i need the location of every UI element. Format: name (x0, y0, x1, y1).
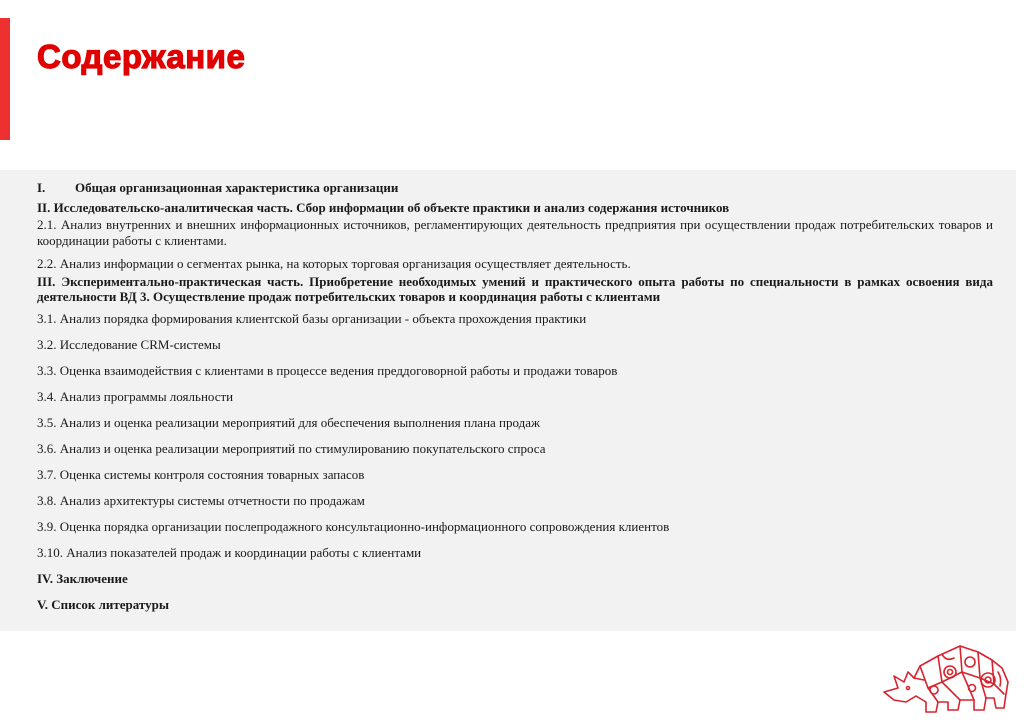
toc-item-section-1 (37, 180, 993, 195)
toc-item-3-9: 3.9. Оценка порядка организации послепродажного консультационно-информационного сопровождения клиентов (37, 519, 670, 534)
toc-item-3-7: 3.7. Оценка системы контроля состояния товарных запасов (37, 467, 365, 482)
rhino-logo-icon (880, 632, 1020, 717)
toc-item-section-5: V. Список литературы (37, 597, 170, 612)
toc-item-2-1: 2.1. Анализ внутренних и внешних информационных источников, регламентирующих деятельность предприятия при осуществлении продаж потребительских товаров и координации работы с клиентами. (37, 217, 993, 248)
toc-item-section-2: II. Исследовательско-аналитическая часть. Сбор информации об объекте практики и анализ содержания источников (37, 200, 730, 215)
toc-item-3-8: 3.8. Анализ архитектуры системы отчетности по продажам (37, 493, 365, 508)
slide-title: Содержание (37, 38, 246, 75)
toc-item-text: Общая организационная характеристика организации (75, 180, 399, 195)
toc-item-section-3: III. Экспериментально-практическая часть. Приобретение необходимых умений и практического опыта работы по специальности в рамках освоения вида деятельности ВД 3. Осуществление продаж потребительских товаров и координация работы с клиентами (37, 274, 993, 304)
toc-item-3-1: 3.1. Анализ порядка формирования клиентской базы организации - объекта прохождения практики (37, 311, 587, 326)
toc-item-number: I. (37, 180, 46, 195)
toc-item-3-6: 3.6. Анализ и оценка реализации мероприятий по стимулированию покупательского спроса (37, 441, 546, 456)
toc-item-3-10: 3.10. Анализ показателей продаж и координации работы с клиентами (37, 545, 422, 560)
accent-bar (0, 18, 10, 140)
toc-item-section-4: IV. Заключение (37, 571, 128, 586)
toc-item-3-4: 3.4. Анализ программы лояльности (37, 389, 234, 404)
table-of-contents (37, 180, 993, 612)
toc-item-2-2: 2.2. Анализ информации о сегментах рынка, на которых торговая организация осуществляет деятельность. (37, 256, 631, 271)
toc-item-3-2: 3.2. Исследование CRM-системы (37, 337, 221, 352)
toc-item-3-5: 3.5. Анализ и оценка реализации мероприятий для обеспечения выполнения плана продаж (37, 415, 541, 430)
toc-item-3-3: 3.3. Оценка взаимодействия с клиентами в процессе ведения преддоговорной работы и продажи товаров (37, 363, 618, 378)
